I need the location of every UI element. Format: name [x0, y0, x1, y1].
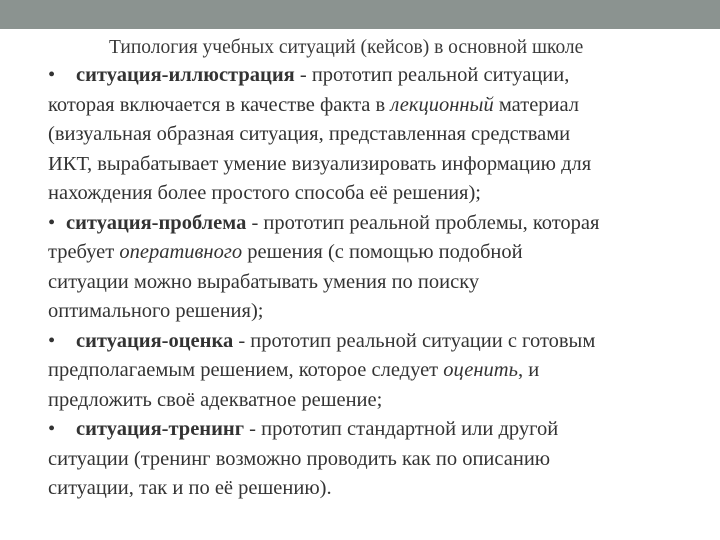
text-line: [48, 238, 708, 268]
text-line: (визуальная образная ситуация, представленная средствами: [48, 123, 571, 145]
bullet-item-illustration: [48, 61, 708, 91]
bullet-icon: •: [48, 64, 56, 86]
text-line: ИКТ, вырабатывает умение визуализировать информацию для: [48, 152, 592, 175]
text-span: которая включается в качестве факта в: [48, 93, 391, 116]
bullet-icon: •: [48, 418, 56, 440]
emphasis-text: лекционный: [390, 93, 494, 116]
text-span: решения (с помощью подобной: [242, 241, 523, 263]
term-evaluation: ситуация-оценка: [76, 329, 234, 352]
text-span: требует: [48, 241, 120, 263]
text-line: оптимального решения);: [48, 300, 264, 322]
text-span: , и: [517, 359, 540, 381]
text-line: ситуации можно вырабатывать умения по поиску: [48, 270, 480, 293]
text-line: ситуации, так и по её решению).: [48, 477, 332, 499]
bullet-item-training: [48, 415, 708, 445]
term-training: ситуация-тренинг: [76, 418, 245, 440]
text-span: материал: [493, 93, 580, 116]
text-line: - прототип реальной ситуации с готовым: [233, 329, 596, 352]
top-decorative-bar: [0, 0, 720, 29]
slide-title: Типология учебных ситуаций (кейсов) в основной школе: [109, 37, 584, 58]
bullet-item-evaluation: [48, 327, 708, 357]
emphasis-text: оперативного: [119, 241, 243, 263]
text-line: нахождения более простого способа её решения);: [48, 182, 482, 204]
bullet-icon: •: [48, 329, 56, 352]
bullet-icon: •: [48, 211, 56, 234]
slide-body: [48, 61, 708, 504]
text-line: - прототип стандартной или другой: [244, 418, 559, 440]
text-line: [48, 356, 708, 386]
bullet-item-problem: [48, 209, 708, 239]
text-line: - прототип реальной проблемы, которая: [246, 211, 600, 234]
term-problem: ситуация-проблема: [66, 211, 247, 234]
text-line: предложить своё адекватное решение;: [48, 388, 383, 411]
text-line: [48, 91, 708, 121]
term-illustration: ситуация-иллюстрация: [76, 64, 295, 86]
text-span: предполагаемым решением, которое следует: [48, 359, 444, 381]
text-line: - прототип реальной ситуации,: [294, 64, 570, 86]
text-line: ситуации (тренинг возможно проводить как по описанию: [48, 447, 551, 470]
emphasis-text: оценить: [443, 359, 518, 381]
